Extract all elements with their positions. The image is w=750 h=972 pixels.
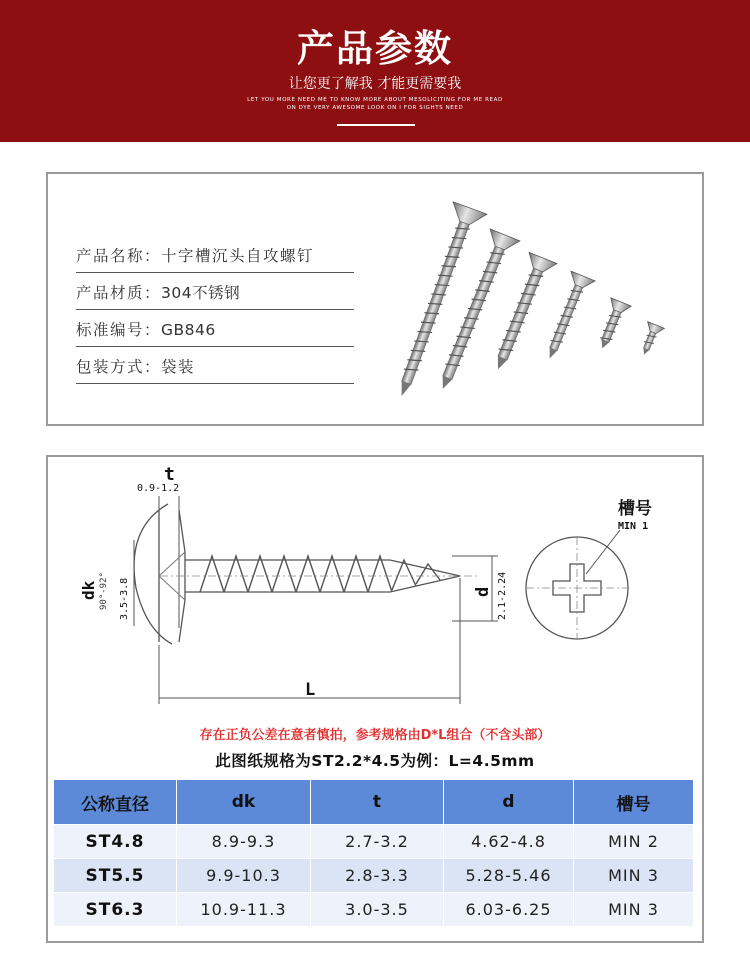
- english-tagline-1: LET YOU MORE NEED ME TO KNOW MORE ABOUT MESOLICITING FOR ME READ: [247, 97, 503, 103]
- screw-1: [385, 202, 487, 402]
- english-tagline-2: ON DYE VERY AWESOME LOOK ON I FOR SIGHTS NEED: [286, 105, 464, 111]
- angle-label: 90°-92°: [99, 572, 109, 610]
- dk-label: dk: [79, 580, 98, 600]
- cell-dk: 9.9-10.3: [177, 859, 311, 893]
- screw-5: [592, 298, 631, 353]
- spec-label: 包装方式: [76, 358, 145, 376]
- table-header-row: [54, 780, 694, 825]
- header-d: d: [444, 780, 574, 825]
- d-label: d: [473, 586, 493, 597]
- spec-label: 标准编号: [76, 321, 145, 339]
- cell-d: 6.03-6.25: [444, 893, 574, 927]
- page-subtitle: 让您更了解我 才能更需要我: [288, 76, 462, 92]
- header-dk: dk: [177, 780, 311, 825]
- table-row: [54, 859, 694, 893]
- header-slot: 槽号: [574, 780, 694, 825]
- screw-4: [538, 271, 595, 363]
- cell-size: ST5.5: [54, 859, 177, 893]
- slot-label: 槽号: [618, 499, 652, 519]
- spec-value: GB846: [161, 321, 216, 339]
- divider: [76, 272, 354, 273]
- cell-slot: MIN 3: [574, 859, 694, 893]
- cell-t: 3.0-3.5: [311, 893, 444, 927]
- cell-t: 2.7-3.2: [311, 825, 444, 859]
- header-nominal-diameter: 公称直径: [54, 780, 177, 825]
- cell-dk: 8.9-9.3: [177, 825, 311, 859]
- cell-d: 4.62-4.8: [444, 825, 574, 859]
- cell-slot: MIN 2: [574, 825, 694, 859]
- divider: [76, 346, 354, 347]
- spec-table: [53, 779, 694, 927]
- spec-value: 304不锈钢: [161, 284, 241, 302]
- cell-dk: 10.9-11.3: [177, 893, 311, 927]
- title-underline: [337, 124, 415, 126]
- screw-product-photo: [340, 190, 680, 415]
- spec-label: 产品名称: [76, 247, 145, 265]
- screw-2: [428, 229, 520, 395]
- spec-value: 袋装: [161, 358, 196, 376]
- table-row: [54, 825, 694, 859]
- table-row: [54, 893, 694, 927]
- page-title: 产品参数: [297, 27, 453, 70]
- divider: [76, 383, 354, 384]
- tolerance-note: 存在正负公差在意者慎拍，参考规格由D*L组合（不含头部）: [199, 728, 551, 743]
- screw-6: [636, 322, 665, 358]
- header-t: t: [311, 780, 444, 825]
- divider: [76, 309, 354, 310]
- t-value: 0.9-1.2: [137, 483, 180, 494]
- spec-value: 十字槽沉头自攻螺钉: [161, 247, 315, 265]
- dk-value: 3.5-3.8: [119, 577, 130, 620]
- spec-label: 产品材质: [76, 284, 145, 302]
- slot-value: MIN 1: [618, 521, 649, 532]
- t-label: t: [164, 464, 175, 485]
- example-note: 此图纸规格为ST2.2*4.5为例：L=4.5mm: [215, 752, 535, 770]
- cell-size: ST4.8: [54, 825, 177, 859]
- L-label: L: [305, 680, 316, 700]
- header-banner: [0, 0, 750, 142]
- cell-slot: MIN 3: [574, 893, 694, 927]
- cell-d: 5.28-5.46: [444, 859, 574, 893]
- d-value: 2.1-2.24: [497, 571, 508, 620]
- cell-t: 2.8-3.3: [311, 859, 444, 893]
- screw-technical-drawing: [60, 460, 690, 715]
- cell-size: ST6.3: [54, 893, 177, 927]
